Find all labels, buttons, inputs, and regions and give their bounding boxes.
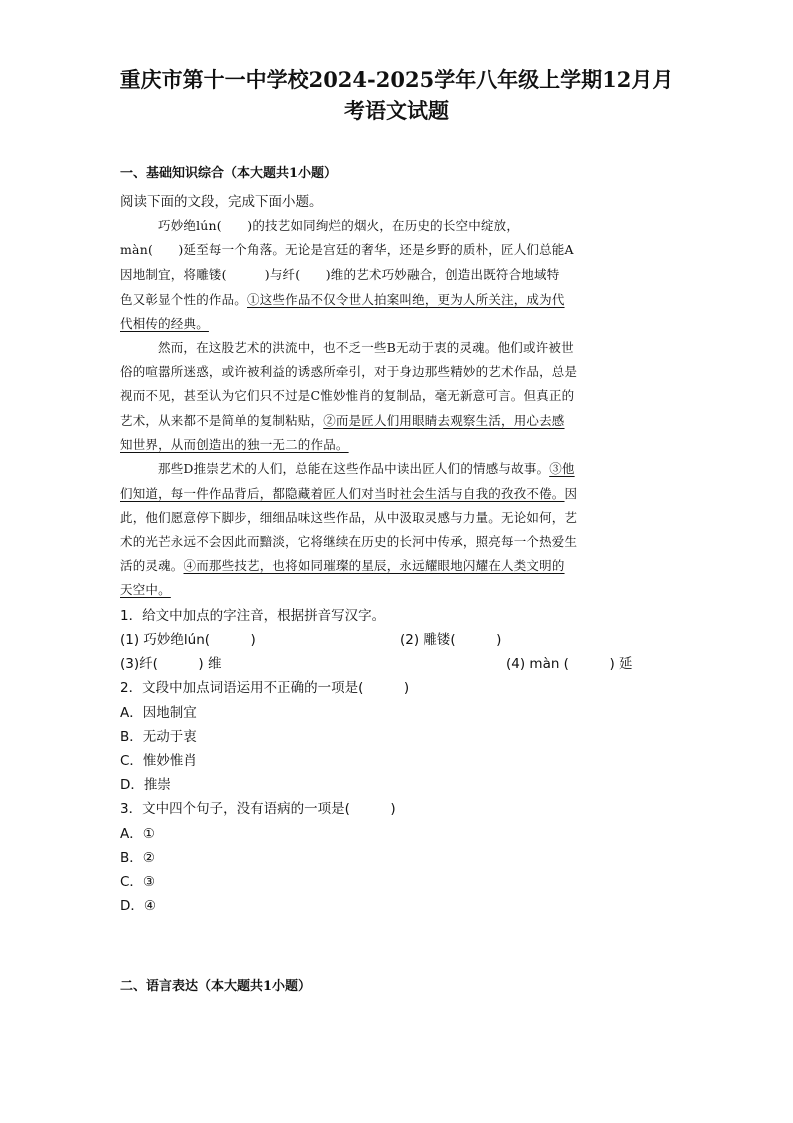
option-d: D．④: [120, 898, 156, 914]
passage-line: 因地制宜，将雕镂( )与纤( )维的艺术巧妙融合，创造出既符合地域特: [120, 267, 560, 282]
passage-line: 此，他们愿意停下脚步，细细品味这些作品，从中汲取灵感与力量。无论如何，艺: [120, 510, 578, 525]
option-b: B．无动于衷: [120, 729, 197, 745]
passage-text: 因: [564, 486, 578, 501]
q1-part-2: (2) 雕镂( ): [400, 632, 502, 648]
sentence-3-cont: 们知道，每一件作品背后，都隐藏着匠人们对当时社会生活与自我的孜孜不倦。: [120, 486, 565, 501]
passage-text: 艺术，从来都不是简单的复制粘贴，: [120, 413, 324, 428]
passage-line: [120, 556, 565, 574]
passage-line: [120, 484, 577, 502]
option-c: C．③: [120, 874, 156, 890]
passage-line: 术的光芒永远不会因此而黯淡，它将继续在历史的长河中传承，照亮每一个热爱生: [120, 534, 578, 549]
option-a: A．因地制宜: [120, 705, 197, 721]
sentence-4: ④而那些技艺，也将如同璀璨的星辰，永远耀眼地闪耀在人类文明的: [183, 558, 565, 573]
passage-text: 那些D推崇艺术的人们，总能在这些作品中读出匠人们的情感与故事。: [158, 461, 550, 476]
instruction: 阅读下面的文段，完成下面小题。: [120, 194, 323, 210]
option-d: D．推崇: [120, 777, 171, 793]
passage-line: 俗的喧嚣所迷惑，或许被利益的诱惑所牵引，对于身边那些精妙的艺术作品，总是: [120, 364, 578, 379]
sentence-2: ②而是匠人们用眼睛去观察生活，用心去感: [323, 413, 565, 428]
section-2-heading: 二、语言表达（本大题共1小题）: [120, 979, 312, 994]
title-line-1: 重庆市第十一中学校2024-2025学年八年级上学期12月月: [119, 67, 674, 92]
option-c: C．惟妙惟肖: [120, 753, 197, 769]
option-a: A．①: [120, 826, 155, 842]
option-b: B．②: [120, 850, 155, 866]
passage-text: 色又彰显个性的作品。: [120, 292, 248, 307]
sentence-4-cont: 天空中。: [120, 582, 171, 597]
passage-line: 巧妙绝lún( )的技艺如同绚烂的烟火，在历史的长空中绽放，: [158, 218, 520, 233]
question-stem: 3．文中四个句子，没有语病的一项是( ): [120, 801, 396, 817]
q1-part-4: (4) màn ( ) 延: [506, 656, 633, 672]
passage-text: 活的灵魂。: [120, 558, 184, 573]
sentence-3: ③他: [549, 461, 575, 476]
sentence-1: ①这些作品不仅令世人拍案叫绝，更为人所关注，成为代: [247, 292, 565, 307]
q1-part-3: (3)纤( ) 维: [120, 656, 222, 672]
title-line-2: 考语文试题: [344, 98, 449, 123]
passage-line: màn( )延至每一个角落。无论是宫廷的奢华，还是乡野的质朴，匠人们总能A: [120, 242, 574, 257]
passage-line: [158, 459, 575, 477]
passage-line: 视而不见，甚至认为它们只不过是C惟妙惟肖的复制品，毫无新意可言。但真正的: [120, 388, 575, 403]
question-stem: 2．文段中加点词语运用不正确的一项是( ): [120, 680, 410, 696]
passage-line: [120, 290, 565, 308]
q1-part-1: (1) 巧妙绝lún( ): [120, 632, 256, 648]
passage-line: [120, 411, 565, 429]
question-stem: 1．给文中加点的字注音，根据拼音写汉字。: [120, 608, 386, 624]
sentence-2-cont: 知世界，从而创造出的独一无二的作品。: [120, 437, 349, 452]
passage-line: 然而，在这股艺术的洪流中，也不乏一些B无动于衷的灵魂。他们或许被世: [158, 340, 574, 355]
sentence-1-cont: 代相传的经典。: [120, 316, 209, 331]
section-1-heading: 一、基础知识综合（本大题共1小题）: [120, 166, 338, 181]
